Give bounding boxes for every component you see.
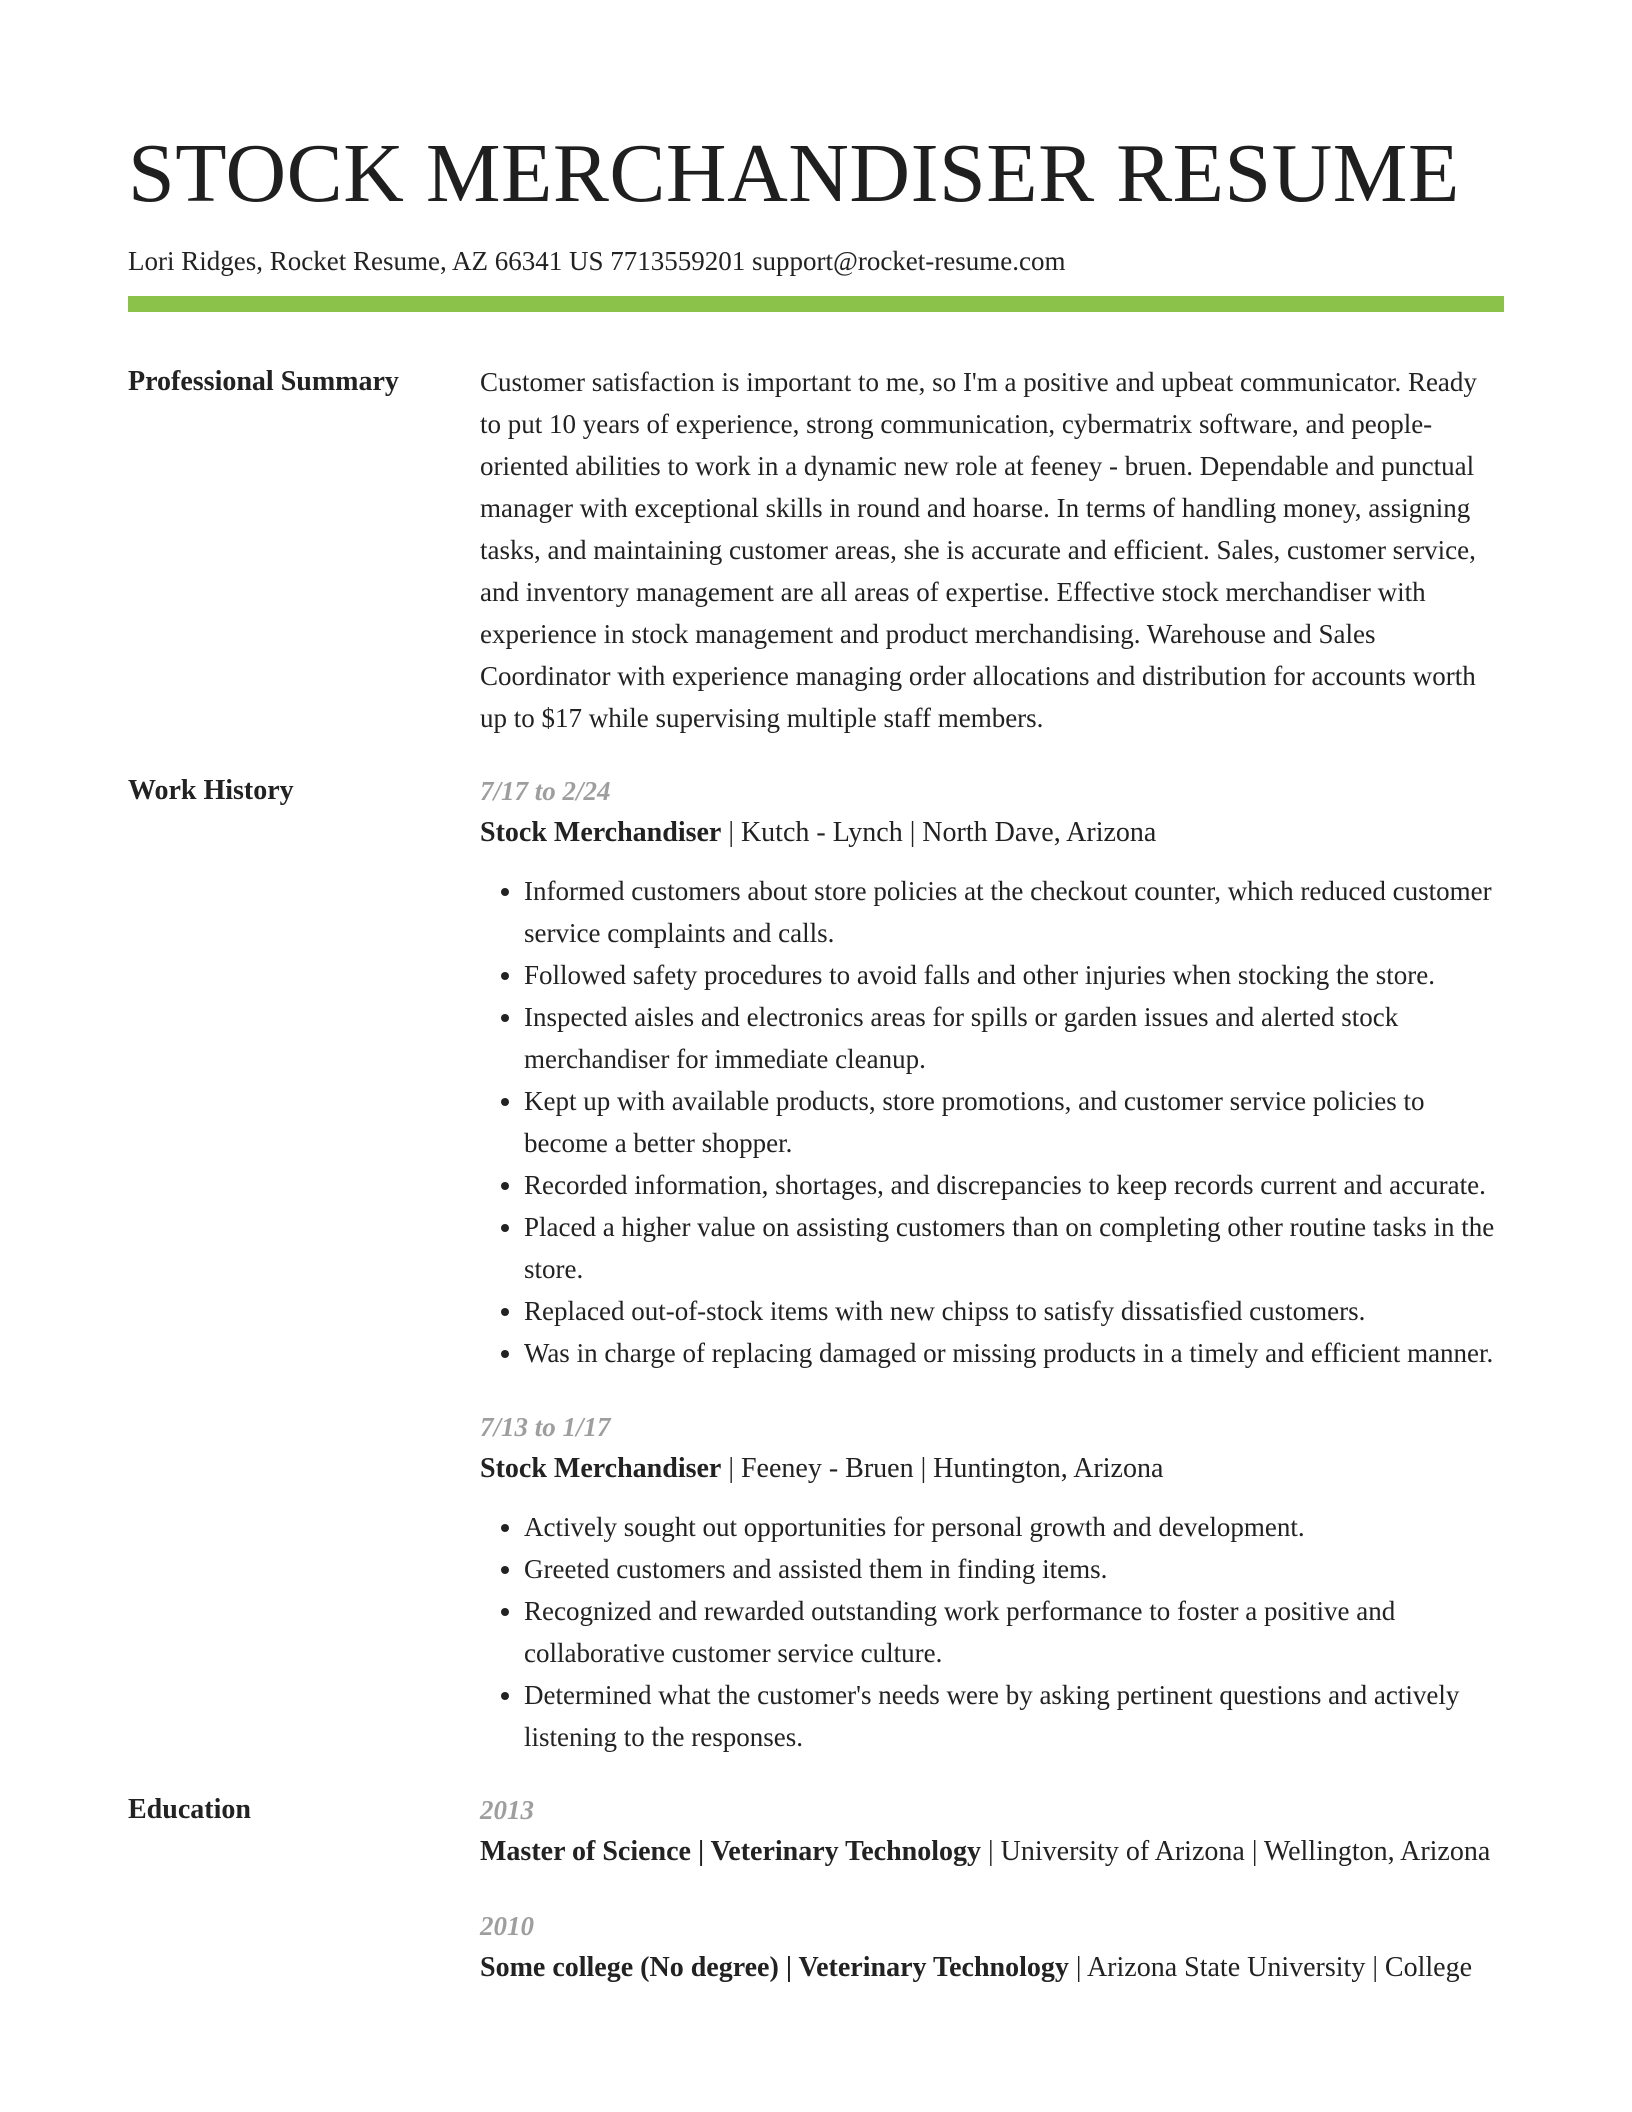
education-heading	[480, 1831, 1504, 1873]
summary-section	[128, 361, 1504, 739]
list-item: • Replaced out-of-stock items with new chipss to satisfy dissatisfied customers.	[524, 1290, 1504, 1332]
work-history-body	[480, 770, 1504, 1758]
list-item: • Kept up with available products, store promotions, and customer service policies to become a better shopper.	[524, 1080, 1504, 1164]
contact-line: Lori Ridges, Rocket Resume, AZ 66341 US 7713559201 support@rocket-resume.com	[128, 246, 1066, 276]
job-dates: 7/17 to 2/24	[480, 776, 611, 806]
list-item: • Informed customers about store policies at the checkout counter, which reduced customer service complaints and calls.	[524, 870, 1504, 954]
section-label-work-history: Work History	[128, 775, 294, 806]
list-item: • Recognized and rewarded outstanding work performance to foster a positive and collaborative customer service culture.	[524, 1590, 1504, 1674]
education-degree: Master of Science | Veterinary Technology	[480, 1836, 982, 1867]
list-item: • Was in charge of replacing damaged or missing products in a timely and efficient manner.	[524, 1332, 1504, 1374]
education-details: | University of Arizona | Wellington, Arizona	[981, 1836, 1491, 1867]
education-year: 2013	[480, 1795, 534, 1825]
education-details: | Arizona State University | College	[1068, 1952, 1473, 1983]
job-entry	[480, 770, 1504, 1374]
education-body	[480, 1789, 1504, 1989]
job-entry	[480, 1406, 1504, 1758]
list-item: • Greeted customers and assisted them in finding items.	[524, 1548, 1504, 1590]
job-bullets	[480, 1506, 1504, 1758]
list-item: • Placed a higher value on assisting customers than on completing other routine tasks in the store.	[524, 1206, 1504, 1290]
job-title: Stock Merchandiser	[480, 817, 722, 848]
education-year: 2010	[480, 1911, 534, 1941]
job-details: | Feeney - Bruen | Huntington, Arizona	[721, 1453, 1164, 1484]
education-entry	[480, 1789, 1504, 1873]
work-history-section	[128, 770, 1504, 1758]
section-label-education: Education	[128, 1794, 251, 1825]
section-label-summary: Professional Summary	[128, 366, 399, 397]
list-item: • Followed safety procedures to avoid falls and other injuries when stocking the store.	[524, 954, 1504, 996]
education-heading	[480, 1947, 1504, 1989]
list-item: • Recorded information, shortages, and discrepancies to keep records current and accurate.	[524, 1164, 1504, 1206]
job-dates: 7/13 to 1/17	[480, 1412, 611, 1442]
accent-divider	[128, 296, 1504, 312]
list-item: • Actively sought out opportunities for personal growth and development.	[524, 1506, 1504, 1548]
job-heading	[480, 1448, 1504, 1490]
education-entry	[480, 1905, 1504, 1989]
list-item: • Inspected aisles and electronics areas for spills or garden issues and alerted stock merchandiser for immediate cleanup.	[524, 996, 1504, 1080]
education-degree: Some college (No degree) | Veterinary Technology	[480, 1952, 1069, 1983]
job-heading	[480, 812, 1504, 854]
job-bullets	[480, 870, 1504, 1374]
job-details: | Kutch - Lynch | North Dave, Arizona	[721, 817, 1157, 848]
job-title: Stock Merchandiser	[480, 1453, 722, 1484]
resume-title: STOCK MERCHANDISER RESUME	[128, 127, 1460, 220]
education-section	[128, 1789, 1504, 1989]
list-item: • Determined what the customer's needs were by asking pertinent questions and actively listening to the responses.	[524, 1674, 1504, 1758]
summary-text: Customer satisfaction is important to me, so I'm a positive and upbeat communicator. Ready to put 10 years of experience, strong communication, cybermatrix software, and people-oriented abilities to work in a dynamic new role at feeney - bruen. Dependable and punctual manager with exceptional skills in round and hoarse. In terms of handling money, assigning tasks, and maintaining customer areas, she is accurate and efficient. Sales, customer service, and inventory management are all areas of expertise. Effective stock merchandiser with experience in stock management and product merchandising. Warehouse and Sales Coordinator with experience managing order allocations and distribution for accounts worth up to $17 while supervising multiple staff members.	[480, 367, 1477, 733]
